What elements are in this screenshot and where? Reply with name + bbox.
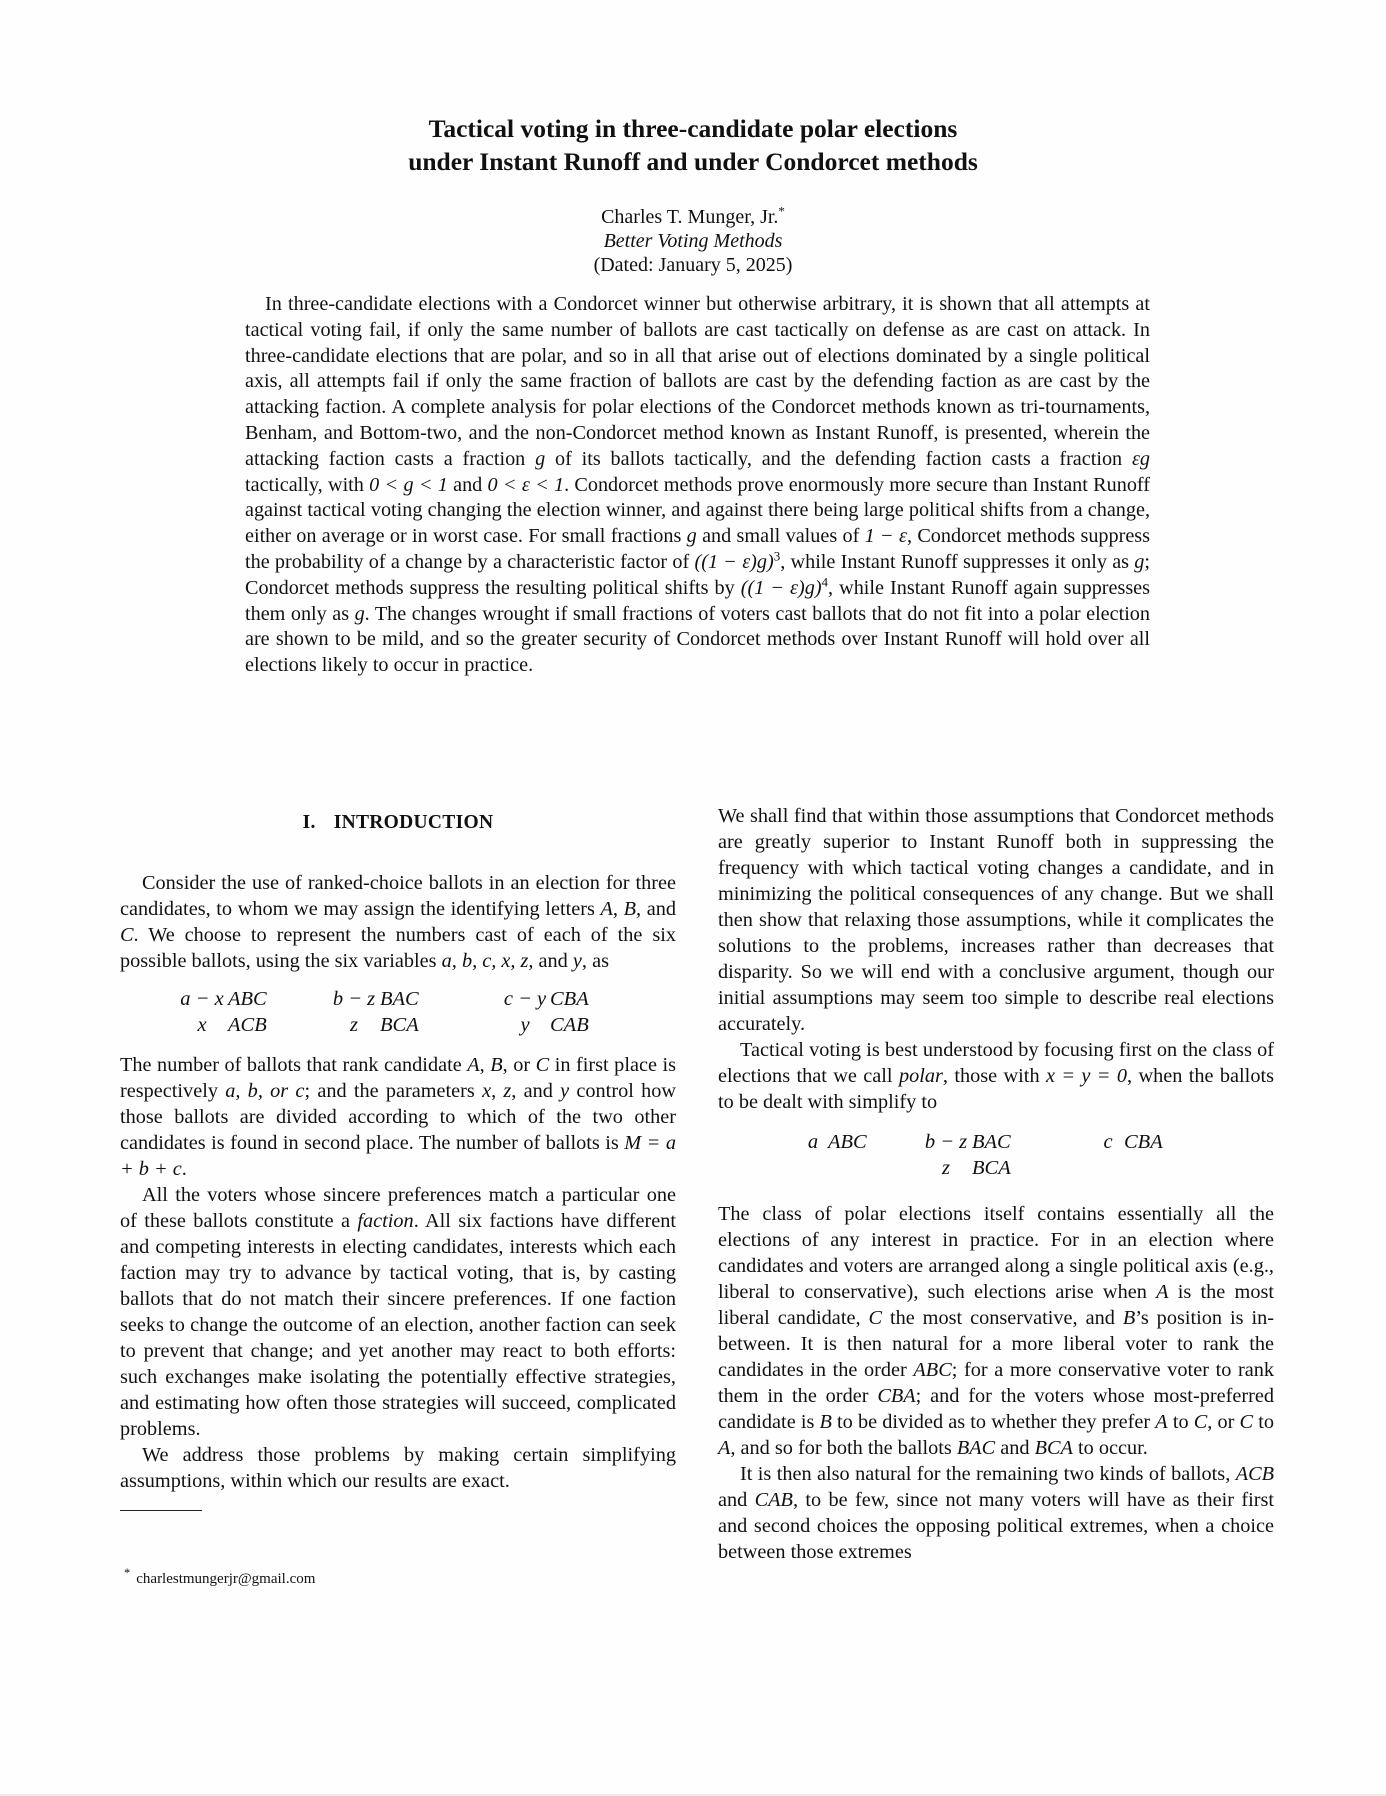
date-line: (Dated: January 5, 2025) — [593, 254, 793, 276]
ballot-table-general: a − x ABC b − z BAC c − y CBA x ACB z BCA y CAB — [180, 988, 589, 1036]
section-heading: I. INTRODUCTION — [302, 812, 494, 833]
paragraph-7: The class of polar elections itself contains essentially all the elections of any interest in practice. For in an election where candidates and voters are arranged along a single political axis (e.g., liberal to conservative), such elections arise when A is the most liberal candidate, C the most conservative, and B’s position is in-between. It is then natural for a more liberal voter to rank the candidates in the order ABC; for a more conservative voter to rank them in the order CBA; and for the voters whose most-preferred candidate is B to be divided as to whether they prefer A to C, or C to A, and so for both the ballots BAC and BCA to occur. — [718, 1203, 1275, 1459]
author-name: Charles T. Munger, Jr.* — [601, 203, 785, 228]
paper-title — [0, 112, 1386, 178]
paragraph-8: It is then also natural for the remaining two kinds of ballots, ACB and CAB, to be few, since not many voters will have as their first and second choices the opposing political extremes, when a choice between those extremes — [718, 1463, 1275, 1563]
paragraph-5: We shall find that within those assumptions that Condorcet methods are greatly superior to Instant Runoff both in suppressing the frequency with which tactical voting changes a candidate, and in minimizing the political consequences of any change. But we shall then show that relaxing those assumptions, while it complicates the solutions to the problems, increases rather than decreases that disparity. So we will end with a conclusive argument, though our initial assumptions may seem too simple to describe real elections accurately. — [718, 805, 1274, 1035]
left-column — [120, 810, 676, 1589]
footnote-email[interactable]: charlestmungerjr@gmail.com — [136, 1571, 316, 1587]
title-line-1: Tactical voting in three-candidate polar elections — [428, 114, 958, 143]
author-footnote-mark[interactable]: * — [778, 203, 785, 219]
author-block — [0, 205, 1386, 277]
affiliation: Better Voting Methods — [603, 230, 783, 252]
footnote-rule — [120, 1510, 202, 1511]
footnote: * charlestmungerjr@gmail.com — [124, 1566, 316, 1587]
right-column — [718, 803, 1274, 1565]
paragraph-4: We address those problems by making certain simplifying assumptions, within which our results are exact. — [120, 1444, 676, 1492]
paragraph-1: Consider the use of ranked-choice ballots in an election for three candidates, to whom we may assign the identifying letters A, B, and C. We choose to represent the numbers cast of each of the six possible ballots, using the six variables a, b, c, x, z, and y, as — [120, 872, 676, 972]
paragraph-2: The number of ballots that rank candidate A, B, or C in first place is respectively a, b, or c; and the parameters x, z, and y control how those ballots are divided according to which of the two other candidates is found in second place. The number of ballots is M = a + b + c. — [120, 1054, 677, 1180]
ballot-table-polar: a ABC b − z BAC c CBA z BCA — [807, 1131, 1163, 1179]
paragraph-6: Tactical voting is best understood by focusing first on the class of elections that we call polar, those with x = y = 0, when the ballots to be dealt with simplify to — [718, 1039, 1274, 1113]
title-line-2: under Instant Runoff and under Condorcet methods — [408, 147, 978, 176]
paragraph-3: All the voters whose sincere preferences match a particular one of these ballots constitute a faction. All six factions have different and competing interests in electing candidates, interests which each faction may try to advance by tactical voting, that is, by casting ballots that do not match their sincere preferences. If one faction seeks to change the outcome of an election, another faction can seek to prevent that change; and yet another may react to both efforts: such exchanges make isolating the potentially effective strategies, and estimating how often those strategies will succeed, complicated problems. — [120, 1184, 677, 1440]
abstract: In three-candidate elections with a Condorcet winner but otherwise arbitrary, it is shown that all attempts at tactical voting fail, if only the same number of ballots are cast tactically on defense as are cast on attack. In three-candidate elections that are polar, and so in all that arise out of elections dominated by a single political axis, all attempts fail if only the same fraction of ballots are cast by the defending faction as are cast by the attacking faction. A complete analysis for polar elections of the Condorcet methods known as tri-tournaments, Benham, and Bottom-two, and the non-Condorcet method known as Instant Runoff, is presented, wherein the attacking faction casts a fraction g of its ballots tactically, and the defending faction casts a fraction εg tactically, with 0 < g < 1 and 0 < ε < 1. Condorcet methods prove enormously more secure than Instant Runoff against tactical voting changing the election winner, and against there being large political shifts from a change, either on average or in worst case. For small fractions g and small values of 1 − ε, Condorcet methods suppress the probability of a change by a characteristic factor of $((1 - \varepsilon)g)^3$, while Instant Runoff suppresses it only as g; Condorcet methods suppress the resulting political shifts by $((1 - \varepsilon)g)^4$, while Instant Runoff again suppresses them only as g. The changes wrought if small fractions of voters cast ballots that do not fit into a polar election are shown to be mild, and so the greater security of Condorcet methods over Instant Runoff will hold over all elections likely to occur in practice. — [245, 293, 1151, 677]
